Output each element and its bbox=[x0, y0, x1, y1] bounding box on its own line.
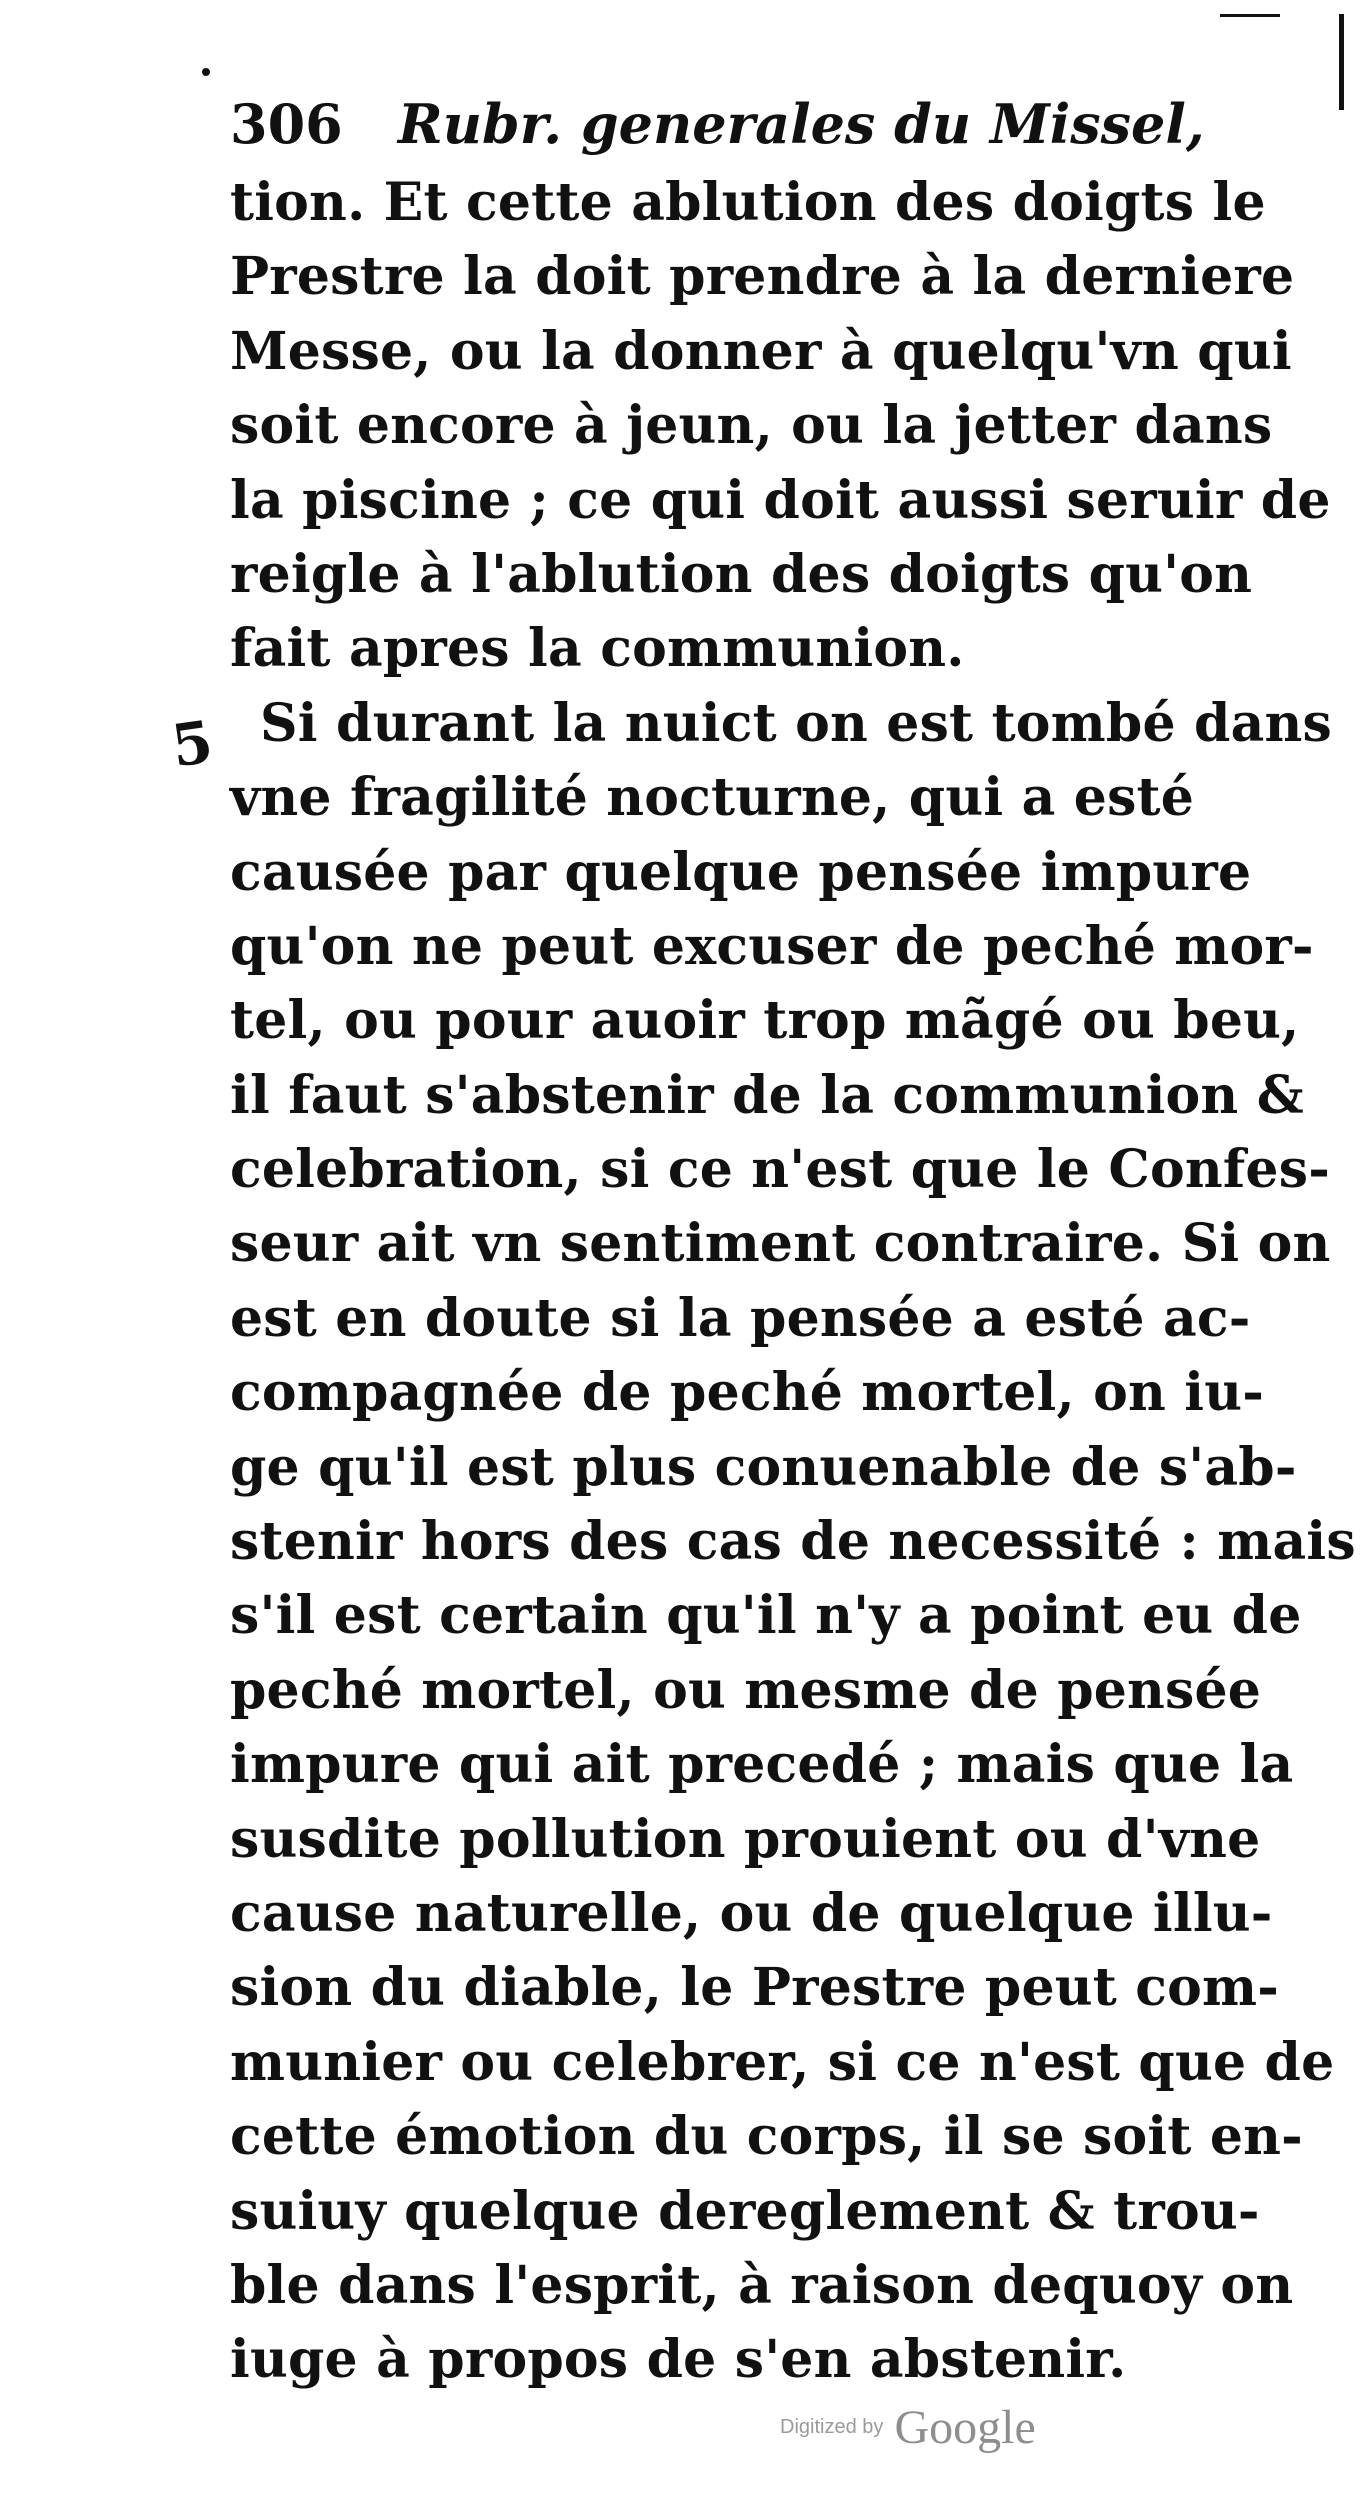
digitized-by-label: Digitized by bbox=[780, 2416, 884, 2438]
text-line: peché mortel, ou mesme de pensée bbox=[230, 1659, 1262, 1721]
text-line: Messe, ou la donner à quelqu'vn qui bbox=[230, 320, 1292, 382]
text-line: vne fragilité nocturne, qui a esté bbox=[230, 767, 1195, 829]
text-line: stenir hors des cas de necessité : mais bbox=[230, 1511, 1356, 1573]
text-line: reigle à l'ablution des doigts qu'on bbox=[230, 543, 1253, 605]
margin-note: 5 bbox=[167, 707, 217, 781]
scan-edge-mark-right bbox=[1339, 14, 1344, 110]
scan-edge-mark-top bbox=[1220, 14, 1280, 17]
text-line: soit encore à jeun, ou la jetter dans bbox=[230, 395, 1273, 457]
text-line: munier ou celebrer, si ce n'est que de bbox=[230, 2031, 1335, 2093]
text-line: seur ait vn sentiment contraire. Si on bbox=[230, 1213, 1331, 1275]
text-line: ge qu'il est plus conuenable de s'ab- bbox=[230, 1436, 1297, 1498]
text-line: est en doute si la pensée a esté ac- bbox=[230, 1287, 1251, 1349]
running-head: Rubr. generales du Missel, bbox=[397, 92, 1205, 156]
text-line: cette émotion du corps, il se soit en- bbox=[230, 2106, 1303, 2168]
text-line: il faut s'abstenir de la communion & bbox=[230, 1064, 1304, 1126]
body-text bbox=[230, 166, 1356, 2398]
text-line: Prestre la doit prendre à la derniere bbox=[230, 246, 1295, 308]
text-line: tel, ou pour auoir trop mãgé ou beu, bbox=[230, 990, 1300, 1052]
text-line: ble dans l'esprit, à raison dequoy on bbox=[230, 2254, 1294, 2316]
page-header bbox=[230, 84, 1210, 164]
text-line: s'il est certain qu'il n'y a point eu de bbox=[230, 1585, 1302, 1647]
text-line: fait apres la communion. bbox=[230, 618, 965, 680]
text-line: suiuy quelque dereglement & trou- bbox=[230, 2180, 1260, 2242]
text-line: celebration, si ce n'est que le Confes- bbox=[230, 1139, 1330, 1201]
text-line: sion du diable, le Prestre peut com- bbox=[230, 1957, 1280, 2019]
text-line: iuge à propos de s'en abstenir. bbox=[230, 2329, 1127, 2391]
digitized-by-google-watermark bbox=[780, 2400, 1036, 2455]
scan-speck bbox=[202, 68, 210, 76]
paragraph-start-line: Si durant la nuict on est tombé dans bbox=[260, 692, 1332, 754]
google-logo-text: Google bbox=[894, 2401, 1036, 2454]
text-line: causée par quelque pensée impure bbox=[230, 841, 1252, 903]
text-line: tion. Et cette ablution des doigts le bbox=[230, 172, 1266, 233]
text-line: la piscine ; ce qui doit aussi seruir de bbox=[230, 469, 1331, 531]
text-line: impure qui ait precedé ; mais que la bbox=[230, 1734, 1294, 1796]
text-line: susdite pollution prouient ou d'vne bbox=[230, 1808, 1261, 1870]
page-number: 306 bbox=[230, 92, 343, 156]
text-line: qu'on ne peut excuser de peché mor- bbox=[230, 915, 1314, 977]
text-line: cause naturelle, ou de quelque illu- bbox=[230, 1882, 1273, 1944]
text-line: compagnée de peché mortel, on iu- bbox=[230, 1362, 1265, 1424]
